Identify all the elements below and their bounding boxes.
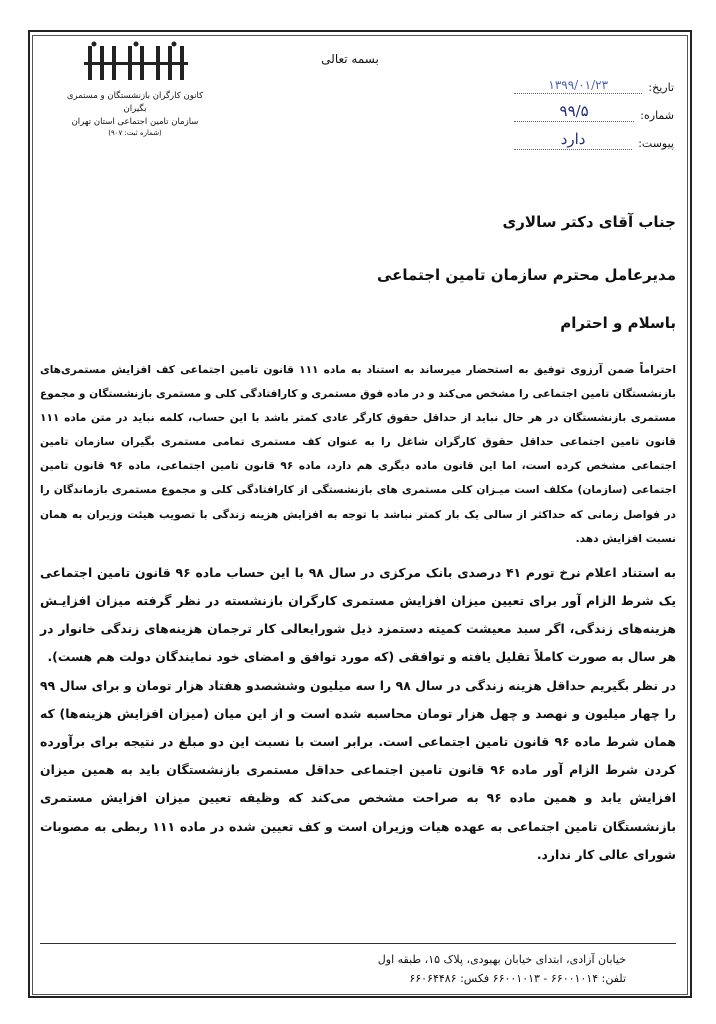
addressee-title: مدیرعامل محترم سازمان تامین اجتماعی <box>376 266 676 284</box>
paragraph-3: در نظر بگیریم حداقل هزینه زندگی در سال ۹۸ را سه میلیون وششصدو هفتاد هزار تومان و برای سال ۹۹ را چهار میلیون و نهصد و چهل هزار تومان محاسبه شده است و از این میان (میزان افزایش هزینه‌ها) که همان شرط ماده ۹۶ قانون تامین اجتماعی است. برابر است با نسبت این دو مبلغ در نتیجه برای برآورده کردن شرط الزام آور ماده ۹۶ قانون تامین اجتماعی حداقل مستمری بازنشستگان باید به همین میزان افزایش یابد و همین ماده ۹۶ به صراحت مشخص می‌کند که وظیفه تعیین میزان افزایش مستمری بازنشستگان تامین اجتماعی به عهده هیات وزیران است و کف تعیین شده در ماده ۱۱۱ ربطی به مصوبات شورای عالی کار ندارد. <box>40 677 676 862</box>
attachment-value: دارد <box>514 130 632 150</box>
number-value: ۹۹/۵ <box>514 102 634 122</box>
org-logo <box>60 40 210 139</box>
logo-mark-icon <box>80 40 190 86</box>
addressee-name: جناب آقای دکتر سالاری <box>502 213 676 231</box>
footer-divider <box>40 943 676 944</box>
footer-address: خیابان آزادی، ابتدای خیابان بهبودی، پلاک ۱۵، طبقه اول <box>377 953 626 966</box>
number-row <box>514 94 674 122</box>
letter-body <box>40 358 676 869</box>
letter-meta <box>514 66 674 150</box>
greeting: باسلام و احترام <box>560 314 676 332</box>
date-value: ۱۳۹۹/۰۱/۲۳ <box>514 78 642 94</box>
date-label: تاریخ: <box>648 81 674 94</box>
date-row <box>514 66 674 94</box>
org-registration: (شماره ثبت: ۹۰۷) <box>108 129 162 137</box>
attachment-label: پیوست: <box>638 137 674 150</box>
number-label: شماره: <box>640 109 674 122</box>
basmala: بسمه تعالی <box>321 52 379 66</box>
attachment-row <box>514 122 674 150</box>
footer <box>378 950 626 988</box>
paragraph-2: به استناد اعلام نرخ تورم ۴۱ درصدی بانک مرکزی در سال ۹۸ با این حساب ماده ۹۶ قانون تامین اجتماعی یک شرط الزام آور برای تعیین میزان افزایش مستمری کارگران بازنشسته در نظر گرفته میزان افزایـش هزینه‌های زندگی، اگر سبد معیشت کمیته دستمزد ذیل شورایعالی کار ترجمان هزینه‌های زندگی خانوار در هر سال به صورت کاملاً تقلیل یافته و توافقی (که مورد توافق و امضای خود نمایندگان دولت هم هست). <box>40 564 676 665</box>
paragraph-1: احتراماً ضمن آرزوی توفیق به استحضار میرساند به استناد به ماده ۱۱۱ قانون تامین اجتماعی کف افزایش مستمری‌های بازنشستگان تامین اجتماعی را مشخص می‌کند و در ماده فوق مستمری و کارافتادگی کلی و مستمری بازنشستگان و مجموع مستمری بازنشستگان در هر حال نباید از حداقل حقوق کارگر عادی کمتر باشد با این حساب، کلمه نباید در متن ماده ۱۱۱ قانون تامین اجتماعی حداقل حقوق کارگران شاغل را به عنوان کف مستمری تمامی مستمری بگیران سازمان تامین اجتماعی مشخص کرده است، اما این قانون ماده دیگری هم دارد، ماده ۹۶ قانون تامین اجتماعی، ماده ۹۶ قانون تامین اجتماعی (سازمان) مکلف است میـزان کلی مستمری های بازنشستگی از کارافتادگی کلی و مجموع مستمری بازماندگان را در فواصل زمانی که حداکثر از سالی یک بار کمتر نباشد با توجه به افزایش هزینه زندگی با تصویب هیئت وزیران به همان نسبت افزایش دهد. <box>40 364 676 545</box>
footer-phones: تلفن: ۶۶۰۰۱۰۱۴ - ۶۶۰۰۱۰۱۳ فکس: ۶۶۰۶۴۴۸۶ <box>409 972 626 985</box>
org-name: کانون کارگران بازنشستگان و مستمری بگیران <box>66 91 204 114</box>
org-subtitle: سازمان تامین اجتماعی استان تهران <box>71 117 199 127</box>
